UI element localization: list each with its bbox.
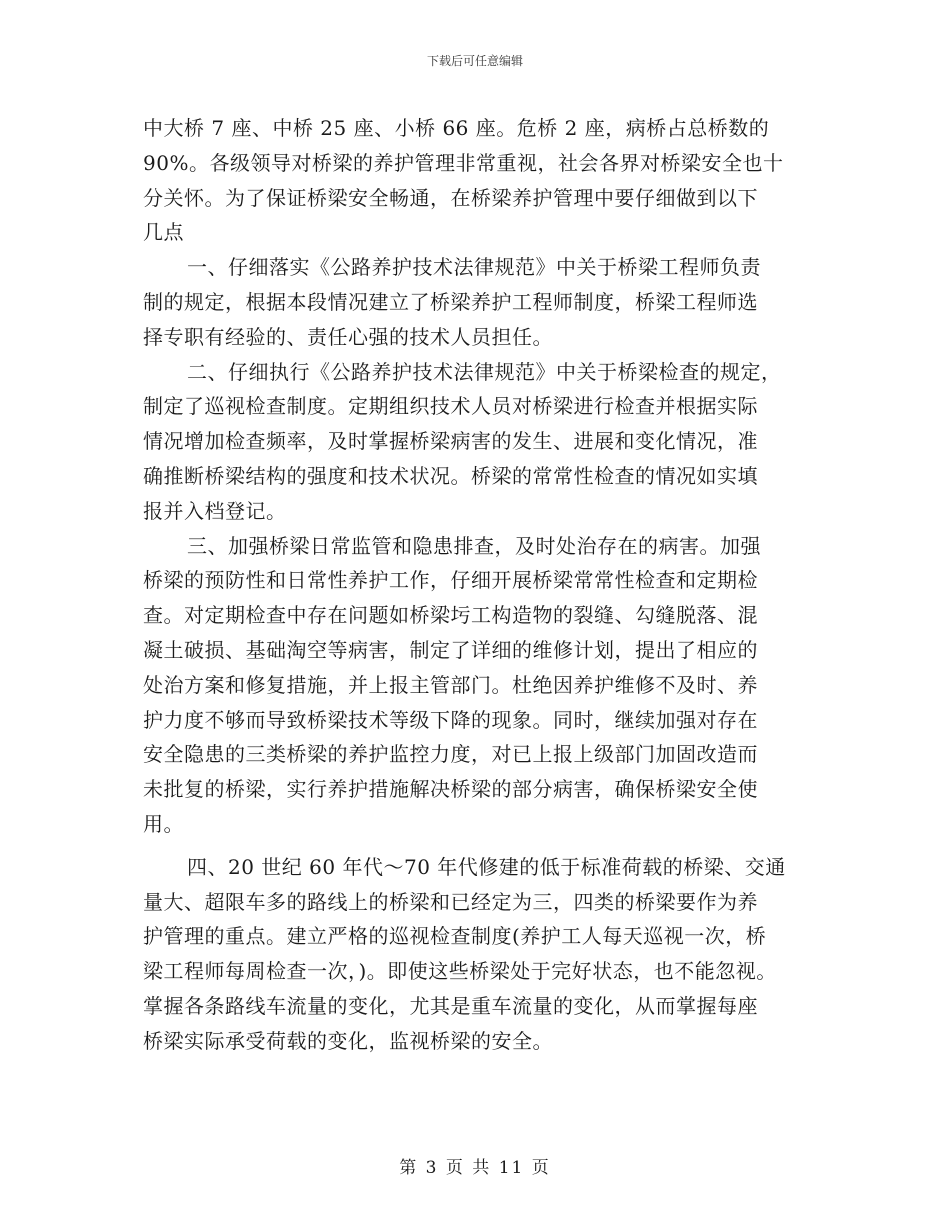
text-line: 护力度不够而导致桥梁技术等级下降的现象。同时，继续加强对存在 xyxy=(143,707,758,732)
text-line: 桥梁的预防性和日常性养护工作，仔细开展桥梁常常性检查和定期检 xyxy=(143,568,758,593)
paragraph xyxy=(143,850,823,1059)
text-line: 处治方案和修复措施，并上报主管部门。杜绝因养护维修不及时、养 xyxy=(143,672,758,697)
paragraph xyxy=(143,111,823,250)
text-line: 未批复的桥梁，实行养护措施解决桥梁的部分病害，确保桥梁安全使 xyxy=(143,777,758,802)
page-header: 下载后可任意编辑 xyxy=(426,54,523,68)
text-line: 确推断桥梁结构的强度和技术状况。桥梁的常常性检查的情况如实填 xyxy=(143,463,758,488)
text-line: 制的规定，根据本段情况建立了桥梁养护工程师制度，桥梁工程师选 xyxy=(143,289,758,314)
text-line: 分关怀。为了保证桥梁安全畅通，在桥梁养护管理中要仔细做到以下 xyxy=(143,185,758,210)
paragraph-gap xyxy=(143,842,823,850)
text-line: 桥梁实际承受荷载的变化，监视桥梁的安全。 xyxy=(143,1028,553,1053)
text-line: 查。对定期检查中存在问题如桥梁圬工构造物的裂缝、勾缝脱落、混 xyxy=(143,603,758,628)
paragraph xyxy=(143,529,823,842)
text-line: 梁工程师每周检查一次，)。即使这些桥梁处于完好状态，也不能忽视。 xyxy=(143,959,777,984)
text-line: 用。 xyxy=(143,811,184,836)
text-line: 二、仔细执行《公路养护技术法律规范》中关于桥梁检查的规定， xyxy=(187,359,782,384)
text-line: 安全隐患的三类桥梁的养护监控力度，对已上报上级部门加固改造而 xyxy=(143,742,758,767)
text-line: 几点 xyxy=(143,220,184,245)
text-line: 一、仔细落实《公路养护技术法律规范》中关于桥梁工程师负责 xyxy=(187,255,761,280)
text-line: 择专职有经验的、责任心强的技术人员担任。 xyxy=(143,324,553,349)
text-line: 90%。各级领导对桥梁的养护管理非常重视，社会各界对桥梁安全也十 xyxy=(143,150,784,175)
text-line: 制定了巡视检查制度。定期组织技术人员对桥梁进行检查并根据实际 xyxy=(143,394,758,419)
text-line: 护管理的重点。建立严格的巡视检查制度(养护工人每天巡视一次，桥 xyxy=(143,924,767,949)
paragraph xyxy=(143,355,823,529)
text-line: 三、加强桥梁日常监管和隐患排查，及时处治存在的病害。加强 xyxy=(187,533,761,558)
text-line: 报并入档登记。 xyxy=(143,498,287,523)
text-line: 情况增加检查频率，及时掌握桥梁病害的发生、进展和变化情况，准 xyxy=(143,429,758,454)
text-line: 掌握各条路线车流量的变化，尤其是重车流量的变化，从而掌握每座 xyxy=(143,993,758,1018)
page-number-footer: 第 3 页 共 11 页 xyxy=(399,1158,551,1178)
text-line: 量大、超限车多的路线上的桥梁和已经定为三，四类的桥梁要作为养 xyxy=(143,889,758,914)
text-line: 中大桥 7 座、中桥 25 座、小桥 66 座。危桥 2 座，病桥占总桥数的 xyxy=(143,116,770,140)
document-body xyxy=(143,111,823,1059)
text-line: 凝土破损、基础淘空等病害，制定了详细的维修计划，提出了相应的 xyxy=(143,637,758,662)
paragraph xyxy=(143,250,823,354)
text-line: 四、20 世纪 60 年代～70 年代修建的低于标准荷载的桥梁、交通 xyxy=(187,854,786,879)
